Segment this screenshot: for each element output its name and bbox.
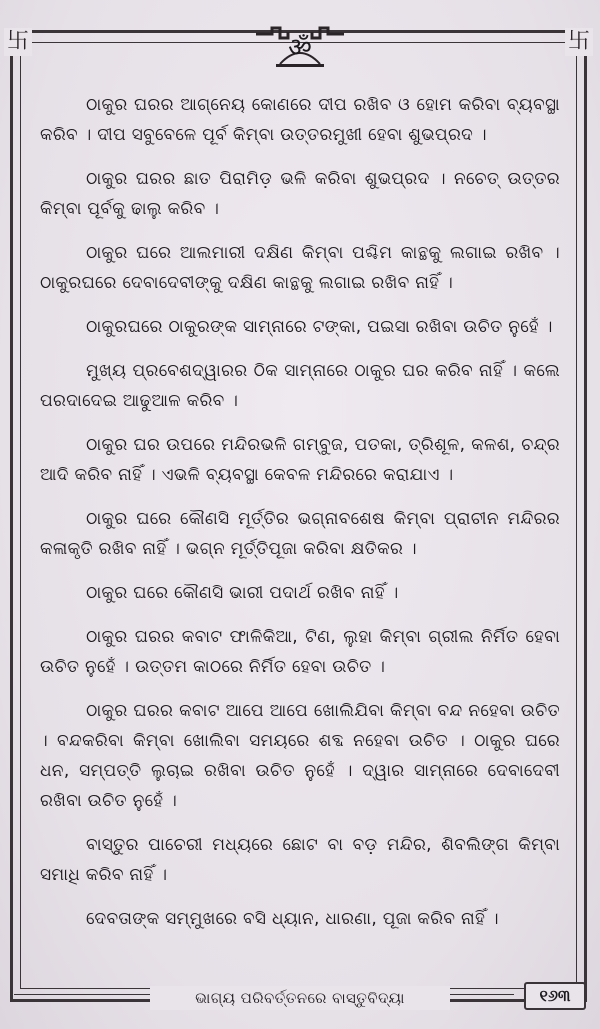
- page-number: ୧୬୩: [524, 982, 586, 1010]
- om-symbol: ॐ: [288, 33, 312, 63]
- paragraph: ବାସ୍ତୁର ପାଚେରୀ ମଧ୍ୟରେ ଛୋଟ ବା ବଡ଼ ମନ୍ଦିର, ଶିବଲିଙ୍ଗ କିମ୍ବା ସମାଧି କରିବ ନାହିଁ ।: [40, 835, 560, 885]
- paragraph: ଠାକୁର ଘରର କବାଟ ଫାଳିକିଆ, ଟିଣ, ଲୁହା କିମ୍ବା ଗ୍ରୀଲ ନିର୍ମିତ ହେବା ଉଚିତ ନୁହେଁ । ଉତ୍ତମ କାଠରେ ନିର୍ମିତ ହେବା ଉଚିତ ।: [40, 627, 560, 677]
- paragraph: ଦେବତାଙ୍କ ସମ୍ମୁଖରେ ବସି ଧ୍ୟାନ, ଧାରଣା, ପୂଜା କରିବ ନାହିଁ ।: [86, 909, 499, 929]
- text-body: [40, 90, 560, 948]
- paragraph: ଠାକୁର ଘରର କବାଟ ଆପେ ଆପେ ଖୋଲିଯିବା କିମ୍ବା ବନ୍ଦ ନହେବା ଉଚିତ । ବନ୍ଦକରିବା କିମ୍ବା ଖୋଲିବା ସମୟରେ ଶବ୍ଦ ନହେବା ଉଚିତ । ଠାକୁର ଘରେ ଧନ, ସମ୍ପତ୍ତି ଲୁଚାଇ ରଖିବା ଉଚିତ ନୁହେଁ । ଦ୍ୱାର ସାମ୍ନାରେ ଦେବାଦେବୀ ରଖିବା ଉଚିତ ନୁହେଁ ।: [40, 701, 560, 811]
- paragraph: ଠାକୁର ଘରେ କୌଣସି ଭାରୀ ପଦାର୍ଥ ରଖିବ ନାହିଁ ।: [86, 583, 399, 603]
- paragraph: ଠାକୁର ଘରର ଛାତ ପିରାମିଡ଼ ଭଳି କରିବା ଶୁଭପ୍ରଦ । ନଚେତ୍ ଉତ୍ତର କିମ୍ବା ପୂର୍ବକୁ ଢାଲୁ କରିବ ।: [40, 169, 560, 219]
- running-footer-title: ଭାଗ୍ୟ ପରିବର୍ତ୍ତନରେ ବାସ୍ତୁବିଦ୍ୟା: [150, 986, 450, 1010]
- paragraph: ଠାକୁର ଘରେ ଆଲମାରୀ ଦକ୍ଷିଣ କିମ୍ବା ପଶ୍ଚିମ କାନ୍ଥକୁ ଲଗାଇ ରଖିବ । ଠାକୁରଘରେ ଦେବାଦେବୀଙ୍କୁ ଦକ୍ଷିଣ କାନ୍ଥକୁ ଲଗାଇ ରଖିବ ନାହିଁ ।: [40, 243, 560, 293]
- swastika-corner-icon-right: 卐: [565, 28, 593, 56]
- paragraph: ଠାକୁରଘରେ ଠାକୁରଙ୍କ ସାମ୍ନାରେ ଟଙ୍କା, ପଇସା ରଖିବା ଉଚିତ ନୁହେଁ ।: [86, 317, 553, 337]
- swastika-corner-icon-left: 卐: [4, 28, 32, 56]
- paragraph: ଠାକୁର ଘରେ କୌଣସି ମୂର୍ତ୍ତିର ଭଗ୍ନାବଶେଷ କିମ୍ବା ପ୍ରାଚୀନ ମନ୍ଦିରର କଳାକୃତି ରଖିବ ନାହିଁ । ଭଗ୍ନ ମୂର୍ତ୍ତିପୂଜା କରିବା କ୍ଷତିକର ।: [40, 509, 560, 559]
- paragraph: ମୁଖ୍ୟ ପ୍ରବେଶଦ୍ୱାରର ଠିକ ସାମ୍ନାରେ ଠାକୁର ଘର କରିବ ନାହିଁ । କଲେ ପରଦାଦେଇ ଆଢୁଆଳ କରିବ ।: [40, 361, 560, 411]
- paragraph: ଠାକୁର ଘର ଉପରେ ମନ୍ଦିରଭଳି ଗମ୍ବୁଜ, ପତକା, ତ୍ରିଶୂଳ, କଳଶ, ଚନ୍ଦ୍ର ଆଦି କରିବ ନାହିଁ । ଏଭଳି ବ୍ୟବସ୍ଥା କେବଳ ମନ୍ଦିରରେ କରାଯାଏ ।: [40, 435, 560, 485]
- paragraph: ଠାକୁର ଘରର ଆଗ୍ନେୟ କୋଣରେ ଦୀପ ରଖିବ ଓ ହୋମ କରିବା ବ୍ୟବସ୍ଥା କରିବ । ଦୀପ ସବୁବେଳେ ପୂର୍ବ କିମ୍ବା ଉତ୍ତରମୁଖୀ ହେବା ଶୁଭପ୍ରଦ ।: [40, 95, 560, 145]
